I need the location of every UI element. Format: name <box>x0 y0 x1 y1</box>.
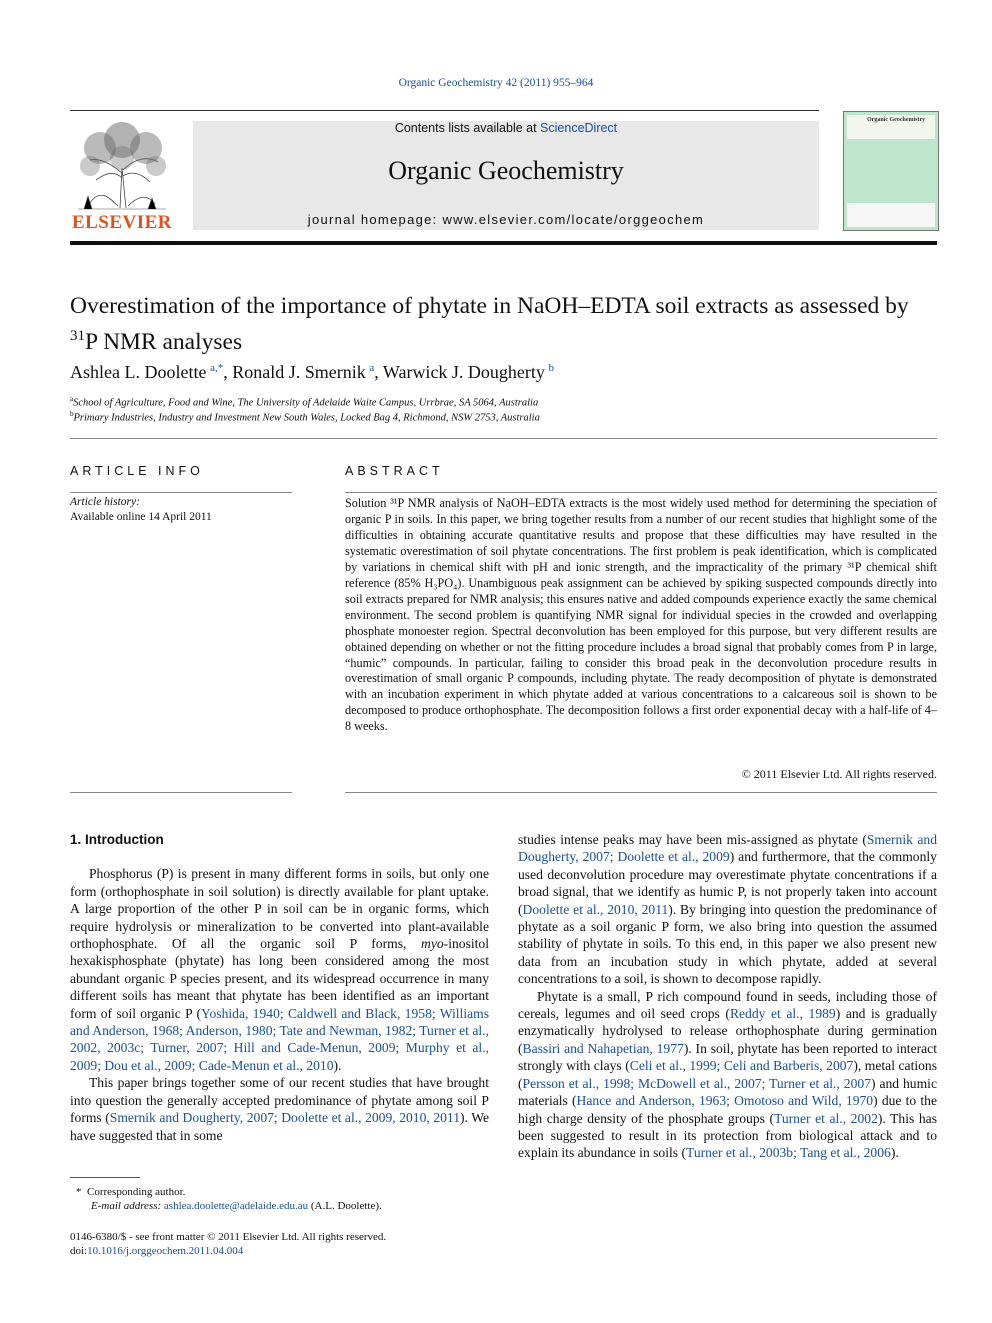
doi-line: doi:10.1016/j.orggeochem.2011.04.004 <box>70 1245 244 1257</box>
article-history-value: Available online 14 April 2011 <box>70 511 212 523</box>
email-note: E-mail address: ashlea.doolette@adelaide.edu.au (A.L. Doolette). <box>91 1200 382 1212</box>
footnote-rule <box>70 1177 140 1178</box>
text-run: ). In soil, phytate has been reported to interact strongly with clays ( <box>518 1040 937 1074</box>
abstract-rule <box>345 492 937 493</box>
text-run: -inositol hexakisphosphate (phytate) has long been considered among the most abundant organic P species present, and its widespread occurrence in many different soils has meant that phytate has been identified as an important form of soil organic P ( <box>70 936 489 1021</box>
article-history-label: Article history: <box>70 496 140 508</box>
issn-line: 0146-6380/$ - see front matter © 2011 Elsevier Ltd. All rights reserved. <box>70 1231 387 1243</box>
author-name: Ronald J. Smernik <box>232 362 366 382</box>
masthead-bottom-rule <box>70 241 937 245</box>
citation-link[interactable]: Turner et al., 2003b; Tang et al., 2006 <box>686 1145 891 1161</box>
abstract-heading: ABSTRACT <box>345 464 444 478</box>
abstract-bottom-rule <box>345 792 937 793</box>
abstract-text: Solution ³¹P NMR analysis of NaOH–EDTA extracts is the most widely used method for determining the speciation of organic P in soils. In this paper, we bring together results from a number of our recent studies that highlight some of the difficulties in obtaining accurate quantitative results and propose that these difficulties may have resulted in the systematic overestimation of soil phytate concentrations. The first problem is peak identification, which is complicated by variations in chemical shift with pH and ionic strength, and the impracticality of the primary ³¹P chemical shift reference (85% H₃PO₄). Unambiguous peak assignment can be achieved by spiking suspected compounds directly into soil extracts prepared for NMR analysis; this ensures native and added compounds experience exactly the same chemical environment. The second problem is quantifying NMR signal for individual species in the crowded and overlapping phosphate monoester region. Spectral deconvolution has been employed for this purpose, but very different results are obtained depending on whether or not the fitting procedure includes a broad signal that probably comes from P in large, “humic” compounds. In particular, failing to consider this broad peak in the deconvolution procedure results in overestimation of small organic P compounds, including phytate. The ready decomposition of phytate is demonstrated with an incubation experiment in which phytate added at various concentrations to a calcareous soil is shown to be decomposed to produce orthophosphate. The decomposition follows a first order exponential decay with a half-life of 4–8 weeks. <box>345 496 937 734</box>
affiliation: $^b$Primary Industries, Industry and Investment New South Wales, Locked Bag 4, Richmond, NSW 2753, Australia <box>70 410 540 424</box>
text-run: ). We have suggested that in some <box>70 1110 489 1143</box>
citation-link[interactable]: Celi et al., 1999; Celi and Barberis, 2007 <box>629 1058 854 1074</box>
journal-title: Organic Geochemistry <box>388 156 624 185</box>
citation-link[interactable]: Reddy et al., 1989 <box>729 1006 836 1022</box>
text-run: ) and is gradually enzymatically hydrolysed to release orthophosphate during germination ( <box>518 1006 937 1056</box>
italic-text: myo <box>421 936 444 952</box>
author-affiliation-mark[interactable]: a <box>369 362 375 374</box>
article-info-heading: ARTICLE INFO <box>70 464 204 478</box>
sciencedirect-link[interactable]: ScienceDirect <box>540 121 618 135</box>
article-title: Overestimation of the importance of phytate in NaOH–EDTA soil extracts as assessed by $^{31}$P NMR analyses <box>70 293 909 355</box>
citation-link[interactable]: Yoshida, 1940; Caldwell and Black, 1958; Williams and Anderson, 1968; Anderson, 1980; Tate and Newman, 1982; Turner et al., 2002, 2003c; Turner, 2007; Hill and Cade-Menun, 2009; Murphy et al., 2009; Dou et al., 2009; Cade-Menun et al., 2010 <box>70 1005 489 1073</box>
title-superscript: 31 <box>70 328 85 344</box>
section-heading: 1. Introduction <box>70 832 164 847</box>
text-run: ). <box>333 1057 342 1073</box>
citation-link[interactable]: Persson et al., 1998; McDowell et al., 2007; Turner et al., 2007 <box>522 1075 871 1091</box>
citation-link[interactable]: Hance and Anderson, 1963; Omotoso and Wild, 1970 <box>576 1093 874 1109</box>
article-info-rule <box>70 492 292 493</box>
affiliation: $^a$School of Agriculture, Food and Wine, The University of Adelaide Waite Campus, Urrbrae, SA 5064, Australia <box>70 395 539 409</box>
author-name: Ashlea L. Doolette <box>70 362 207 382</box>
cover-header <box>847 115 935 139</box>
corresponding-author-note: * Corresponding author. <box>76 1186 186 1198</box>
text-run: This paper brings together some of our recent studies that have brought into question the generally accepted predominance of phytate among soil P forms ( <box>70 1075 489 1126</box>
citation-link[interactable]: Smernik and Dougherty, 2007; Doolette et al., 2009 <box>518 832 938 865</box>
citation-link[interactable]: Doolette et al., 2010, 2011 <box>522 901 669 917</box>
article-info-bottom-rule <box>70 792 292 793</box>
author-list: Ashlea L. Doolette $^{a,*}$, Ronald J. Smernik $^a$, Warwick J. Dougherty $^b$ <box>70 362 555 382</box>
journal-cover-thumbnail[interactable] <box>843 111 939 231</box>
text-run: ). <box>890 1145 899 1161</box>
text-run: Phosphorus (P) is present in many different forms in soils, but only one form (orthophosphate in soil solution) is directly available for plant uptake. A large proportion of the other P in soil can be in organic forms, which require hydrolysis or mineralization to be converted into plant-available orthophosphate. Of all the organic soil P forms, <box>70 866 489 952</box>
text-run: ) due to the high charge density of the phosphate groups ( <box>518 1093 938 1126</box>
abstract-copyright: © 2011 Elsevier Ltd. All rights reserved. <box>741 767 937 781</box>
text-run: ) and humic materials ( <box>518 1075 937 1109</box>
paragraph <box>518 831 937 988</box>
body-right-column <box>518 831 937 1162</box>
text-run: ). By bringing into question the predominance of phytate as a soil organic P form, we also bring into question the assumed stability of phytate in soils. To this end, in this paper we also present new data from an incubation study in which phytate, added at several concentrations to a soil, is shown to decompose rapidly. <box>518 901 937 987</box>
text-run: ) and furthermore, that the commonly used deconvolution procedure may overestimate phytate concentrations if a broad signal, that we identify as humic P, is not properly taken into account ( <box>518 849 937 917</box>
cover-footer <box>847 203 935 227</box>
cover-title: Organic Geochemistry <box>867 117 926 123</box>
elsevier-wordmark: ELSEVIER <box>71 212 173 233</box>
author-name: Warwick J. Dougherty <box>382 362 545 382</box>
body-left-column <box>70 831 489 1144</box>
text-run: Phytate is a small, P rich compound found in seeds, including those of cereals, legumes and oil seed crops ( <box>518 988 937 1022</box>
paragraph <box>70 1074 489 1144</box>
paragraph <box>70 865 489 1074</box>
paragraph <box>518 988 937 1162</box>
doi-link[interactable]: 10.1016/j.orggeochem.2011.04.004 <box>87 1245 244 1257</box>
text-run: ). This has been suggested to result in its protection from biological attack and to explain its abundance in soils ( <box>518 1110 937 1161</box>
citation-link[interactable]: Smernik and Dougherty, 2007; Doolette et al., 2009, 2010, 2011 <box>109 1110 460 1126</box>
journal-homepage[interactable]: journal homepage: www.elsevier.com/locate/orggeochem <box>307 212 705 227</box>
header-top-rule <box>70 110 819 111</box>
author-affiliation-mark[interactable]: b <box>548 362 555 374</box>
contents-line: Contents lists available at ScienceDirect <box>394 121 618 135</box>
citation-link[interactable]: Bassiri and Nahapetian, 1977 <box>522 1040 684 1056</box>
author-affiliation-mark[interactable]: a,* <box>210 362 224 374</box>
citation-link[interactable]: Turner et al., 2002 <box>774 1110 878 1126</box>
text-run: ), metal cations ( <box>518 1058 938 1091</box>
text-run: studies intense peaks may have been mis-assigned as phytate ( <box>518 832 867 847</box>
journal-reference[interactable]: Organic Geochemistry 42 (2011) 955–964 <box>398 77 594 89</box>
affiliation-rule <box>70 438 937 439</box>
email-link[interactable]: ashlea.doolette@adelaide.edu.au <box>163 1200 309 1212</box>
